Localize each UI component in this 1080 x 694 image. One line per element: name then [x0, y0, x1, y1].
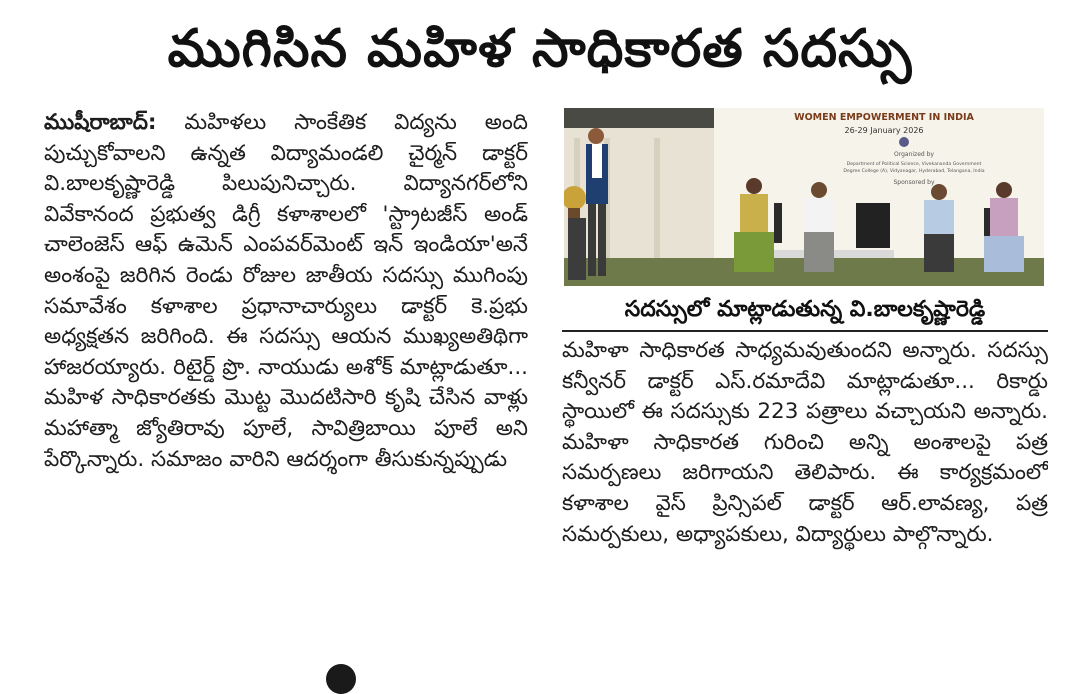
article-text-left: మహిళలు సాంకేతిక విద్యను అంది పుచ్చుకోవాలని ఉన్నత విద్యామండలి చైర్మన్ డాక్టర్ వి.బాలకృష్ణారెడ్డి పిలుపునిచ్చారు. విద్యానగర్‌లోని వివేకానంద ప్రభుత్వ డిగ్రీ కళాశాలలో 'స్ట్రాటజీస్ అండ్ చాలెంజెస్ ఆఫ్ ఉమెన్ ఎంపవర్‌మెంట్ ఇన్ ఇండియా'అనే అంశంపై జరిగిన రెండు రోజుల జాతీయ సదస్సు ముగింపు సమావేశం కళాశాల ప్రధానాచార్యులు డాక్టర్ కె.ప్రభు అధ్యక్షతన జరిగింది. ఈ సదస్సు ఆయన ముఖ్యఅతిథిగా హాజరయ్యారు. రిటైర్డ్ ప్రొ. నాయుడు అశోక్ మాట్లాడుతూ... మహిళ సాధికారతకు మొట్ట మొదటిసారి కృషి చేసిన వాళ్లు మహాత్మా జ్యోతిరావు పూలే, సావిత్రిబాయి పూలే అని పేర్కొన్నారు. సమాజం వారిని ఆదర్శంగా తీసుకున్నప్పుడు [44, 110, 528, 472]
banner-line1: Department of Political Science, Vivekananda Government [846, 162, 982, 167]
article-text-right: మహిళా సాధికారత సాధ్యమవుతుందని అన్నారు. సదస్సు కన్వీనర్ డాక్టర్ ఎస్.రమాదేవి మాట్లాడుతూ... రికార్డు స్థాయిలో ఈ సదస్సుకు 223 పత్రాలు వచ్చాయని అన్నారు. మహిళా సాధికారత గురించి అన్ని అంశాలపై పత్ర సమర్పణలు జరిగాయని తెలిపారు. ఈ కార్యక్రమంలో కళాశాల వైస్ ప్రిన్సిపల్ డాక్టర్ ఆర్.లావణ్య, పత్ర సమర్పకులు, అధ్యాపకులు, విద్యార్థులు పాల్గొన్నారు. [562, 338, 1048, 547]
event-photo-illustration [564, 108, 1044, 286]
bottom-bullet-icon [326, 664, 356, 694]
photo-caption: సదస్సులో మాట్లాడుతున్న వి.బాలకృష్ణారెడ్డి [562, 290, 1048, 332]
dateline-place: ముషీరాబాద్: [44, 110, 157, 135]
article-column-left [44, 108, 528, 640]
headline: ముగిసిన మహిళ సాధికారత సదస్సు [167, 19, 913, 79]
banner-emblem-icon [899, 137, 909, 147]
banner-organized: Organized by [894, 151, 934, 158]
banner-sponsored: Sponsored by [893, 179, 935, 186]
banner-line2: Degree College (A), Vidyanagar, Hyderabad, Telangana, India [843, 169, 985, 174]
article-paragraph-left [44, 108, 528, 475]
banner-dates: 26-29 January 2026 [844, 126, 924, 135]
event-photo [564, 108, 1044, 286]
article-column-right [562, 336, 1048, 636]
banner-title: WOMEN EMPOWERMENT IN INDIA [794, 112, 974, 123]
